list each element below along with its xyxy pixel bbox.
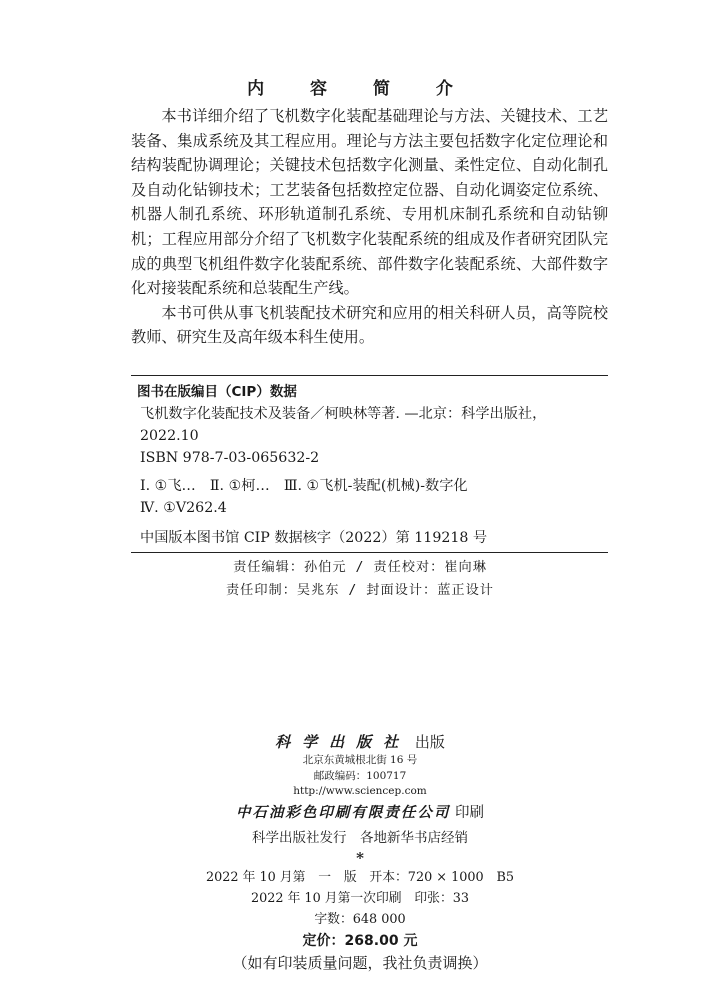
printer-name: 中石油彩色印刷有限责任公司 [235, 803, 451, 821]
cip-isbn: ISBN 978-7-03-065632-2 [140, 450, 320, 466]
publisher-section [0, 731, 720, 974]
summary-section [131, 104, 608, 350]
edition-line: 2022 年 10 月第 一 版 开本：720 × 1000 B5 [205, 869, 514, 885]
editor-credits-line-1: 责任编辑：孙伯元 / 责任校对：崔向琳 [233, 560, 487, 575]
separator-star: * [356, 848, 364, 867]
cip-date-line: 2022.10 [140, 428, 199, 444]
cip-data-block [131, 375, 608, 553]
editor-credits [0, 556, 720, 602]
cip-classification-2: Ⅳ. ①V262.4 [140, 500, 227, 516]
publisher-line [0, 731, 720, 753]
printing-line: 2022 年 10 月第一次印刷 印张：33 [250, 890, 470, 906]
word-count: 字数：648 000 [314, 911, 406, 927]
distribution-line: 科学出版社发行 各地新华书店经销 [252, 829, 468, 846]
publisher-name: 科学出版社 [275, 733, 411, 751]
printer-action: 印刷 [455, 804, 485, 821]
publisher-postcode: 邮政编码：100717 [313, 769, 407, 782]
summary-paragraph-1: 本书详细介绍了飞机数字化装配基础理论与方法、关键技术、工艺装备、集成系统及其工程应用。理论与方法主要包括数字化定位理论和结构装配协调理论；关键技术包括数字化测量、柔性定位、自动化制孔及自动化钻铆技术；工艺装备包括数控定位器、自动化调姿定位系统、机器人制孔系统、环形轨道制孔系统、专用机床制孔系统和自动钻铆机；工程应用部分介绍了飞机数字化装配系统的组成及作者研究团队完成的典型飞机组件数字化装配系统、部件数字化装配系统、大部件数字化对接装配系统和总装配生产线。 [131, 107, 608, 298]
summary-paragraph-2: 本书可供从事飞机装配技术研究和应用的相关科研人员，高等院校教师、研究生及高年级本科生使用。 [131, 303, 608, 347]
price: 定价：268.00 元 [302, 932, 418, 949]
cip-title-line: 飞机数字化装配技术及装备／柯映林等著. —北京：科学出版社， [140, 406, 547, 422]
cip-heading: 图书在版编目（CIP）数据 [137, 384, 297, 400]
printer-line [0, 802, 720, 824]
cip-classification-1: Ⅰ. ①飞… Ⅱ. ①柯… Ⅲ. ①飞机-装配(机械)-数字化 [140, 478, 468, 494]
page-title: 内 容 简 介 [247, 79, 473, 99]
publisher-address: 北京东黄城根北街 16 号 [302, 754, 418, 766]
publisher-action: 出版 [414, 733, 445, 751]
quality-notice: （如有印装质量问题，我社负责调换） [232, 953, 488, 972]
editor-credits-line-2: 责任印制：吴兆东 / 封面设计：蓝正设计 [225, 583, 494, 598]
cip-library-number: 中国版本图书馆 CIP 数据核字（2022）第 119218 号 [140, 530, 488, 546]
publisher-website: http://www.sciencep.com [293, 785, 427, 797]
